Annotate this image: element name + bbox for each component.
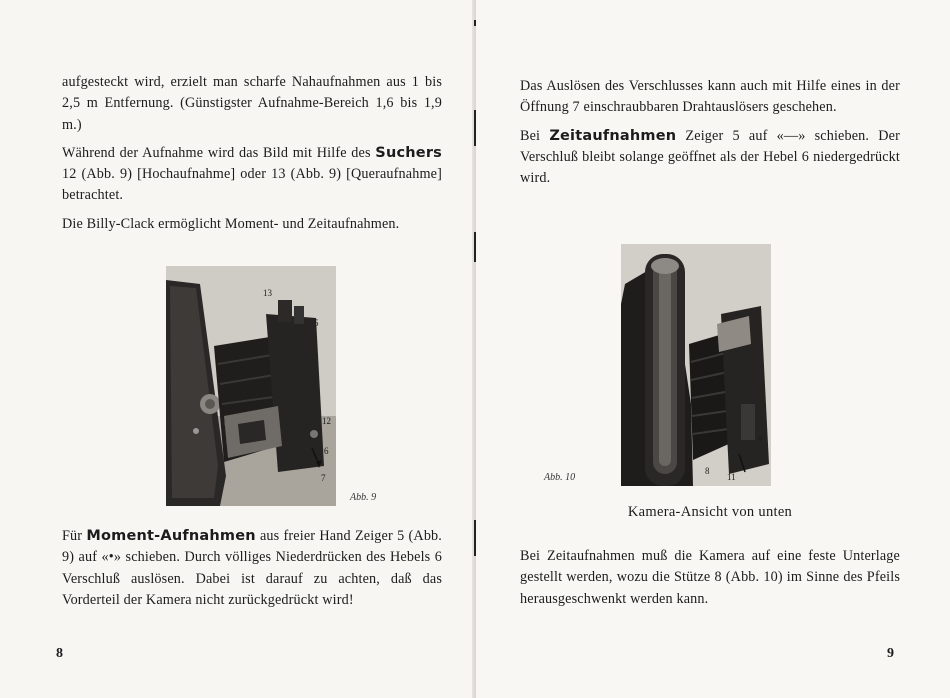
left-paragraph-4 <box>62 526 442 611</box>
figure-label-8: 8 <box>705 466 710 476</box>
right-paragraph-3: Bei Zeitaufnahmen muß die Kamera auf eine feste Unterlage gestellt werden, wozu die Stütze 8 (Abb. 10) im Sinne des Pfeils herausgeschwenkt werden kann. <box>520 548 900 607</box>
figure-abb-10-photo <box>621 244 771 486</box>
figure-label-7: 7 <box>321 473 326 483</box>
figure-label-11: 11 <box>727 472 736 482</box>
left-paragraph-4-post: aus freier Hand Zeiger 5 (Abb. 9) auf «•» schieben. Durch völliges Niederdrücken des Hebels 6 Verschluß auslösen. Dabei ist darauf zu achten, daß das Vorderteil der Kamera nicht zurückgedrückt wird! <box>62 528 442 608</box>
page-number-left: 8 <box>56 646 63 661</box>
sucher-bold-term: Suchers <box>375 144 442 161</box>
camera-side-illustration <box>166 266 336 506</box>
figure-label-13: 13 <box>263 288 272 298</box>
figure-label-6: 6 <box>324 446 329 456</box>
left-paragraph-1: aufgesteckt wird, erzielt man scharfe Nahaufnahmen aus 1 bis 2,5 m Entfernung. (Günstigster Aufnahme-Bereich 1,6 bis 1,9 m.) <box>62 74 442 133</box>
moment-aufnahmen-bold-term: Moment-Aufnahmen <box>86 528 256 544</box>
right-paragraph-2-post: Zeiger 5 auf «—» schieben. Der Verschluß bleibt solange geöffnet als der Hebel 6 niedergedrückt wird. <box>520 127 900 187</box>
zeitaufnahmen-bold-term: Zeitaufnahmen <box>549 127 677 144</box>
right-text-bottom <box>520 546 900 610</box>
right-text-top <box>520 76 900 189</box>
left-paragraph-2 <box>62 143 442 207</box>
figure-label-12: 12 <box>322 416 331 426</box>
figure-label-5: 5 <box>314 318 319 328</box>
left-paragraph-2-post: 12 (Abb. 9) [Hochaufnahme] oder 13 (Abb. 9) [Queraufnahme] betrachtet. <box>62 166 442 204</box>
page-number-right: 9 <box>887 646 894 661</box>
right-paragraph-2 <box>520 126 900 190</box>
left-paragraph-4-pre: Für <box>62 528 87 544</box>
figure-label-9: 9 <box>758 434 763 444</box>
left-paragraph-3: Die Billy-Clack ermöglicht Moment- und Zeitaufnahmen. <box>62 215 400 232</box>
right-paragraph-2-pre: Bei <box>520 127 550 144</box>
left-paragraph-2-pre: Während der Aufnahme wird das Bild mit Hilfe des <box>62 144 376 161</box>
figure-title-kamera-ansicht: Kamera-Ansicht von unten <box>627 504 793 520</box>
left-text-bottom <box>62 526 442 611</box>
right-page <box>476 0 950 698</box>
figure-abb-9-photo <box>166 266 336 506</box>
camera-bottom-illustration <box>621 244 771 486</box>
right-paragraph-1: Das Auslösen des Verschlusses kann auch mit Hilfe eines in der Öffnung 7 einschraubbaren Drahtauslösers geschehen. <box>520 78 900 116</box>
left-text-top <box>62 72 442 235</box>
figure-caption-abb-9: Abb. 9 <box>350 492 377 503</box>
figure-caption-abb-10: Abb. 10 <box>544 472 576 483</box>
